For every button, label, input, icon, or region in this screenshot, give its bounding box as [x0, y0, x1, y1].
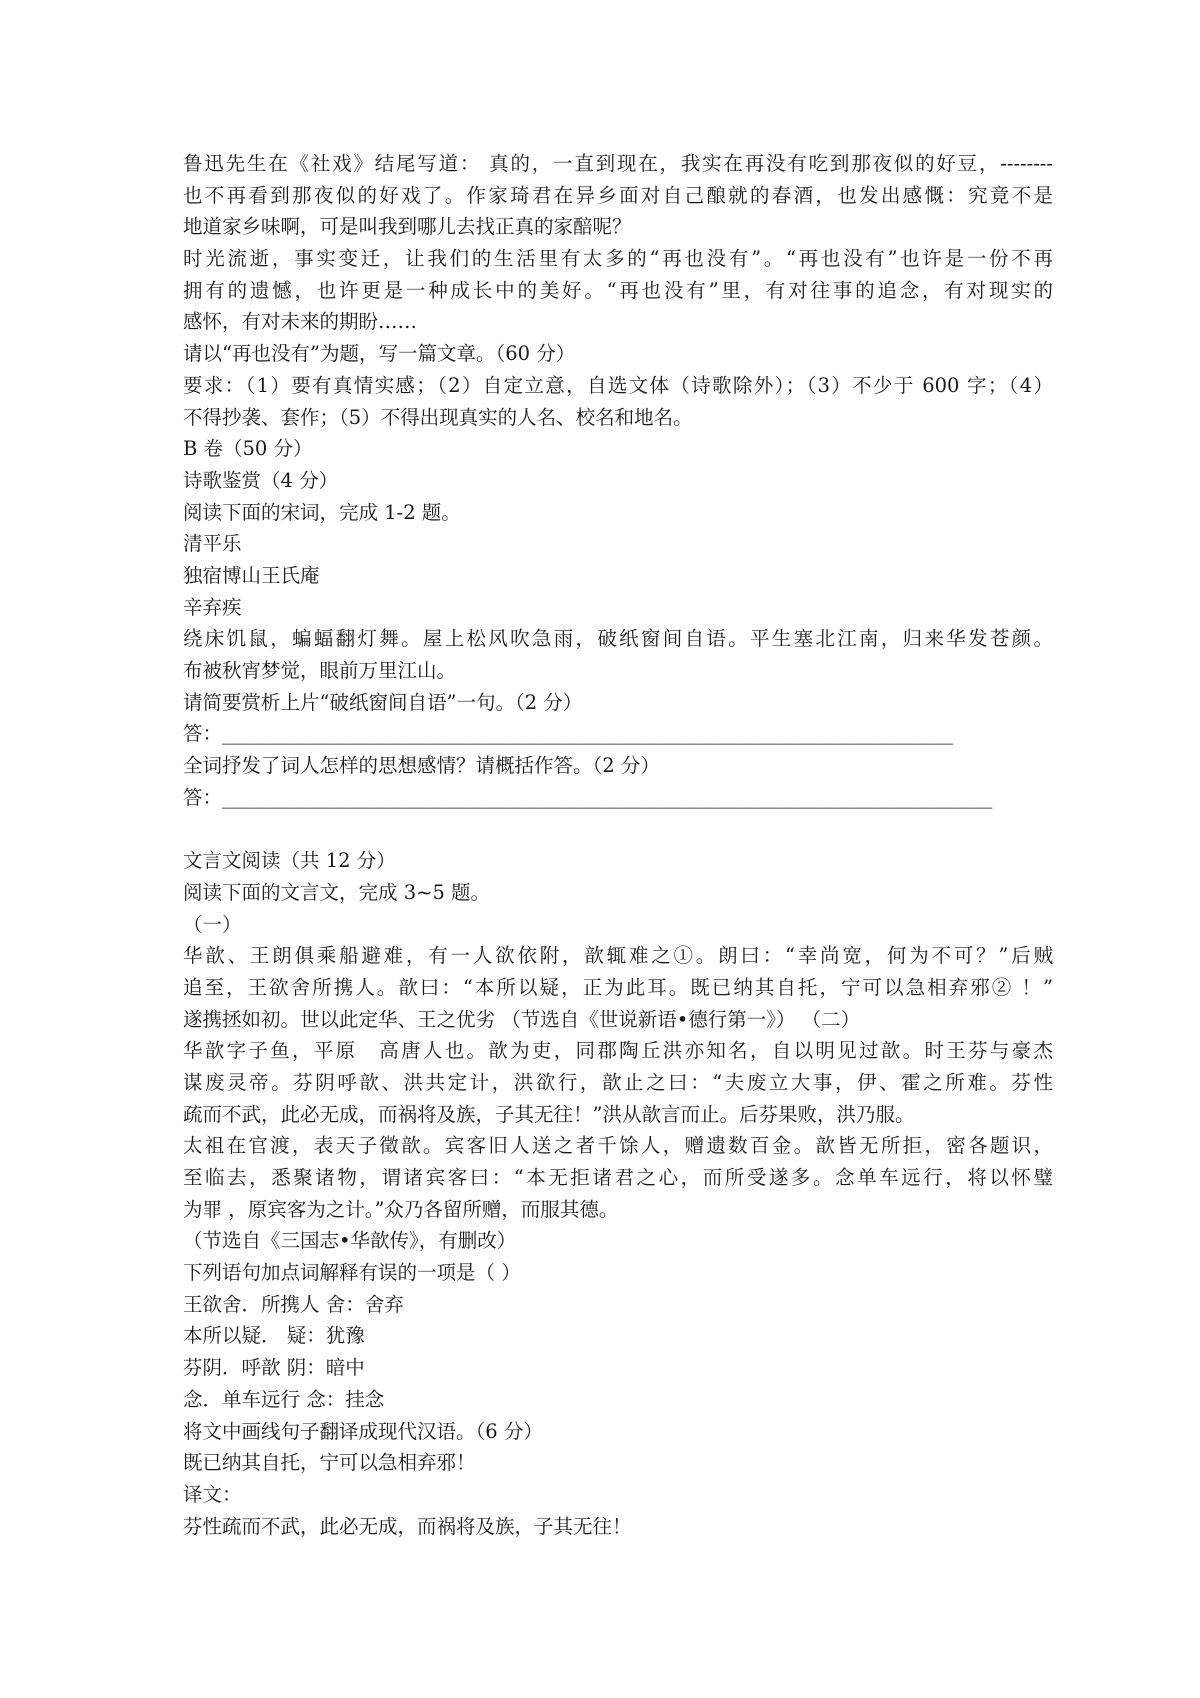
option-line: 本所以疑． 疑：犹豫: [183, 1324, 365, 1348]
text-line: 拥有的遗憾，也许更是一种成长中的美好。“再也没有”里，有对往事的追念，有对现实的: [183, 278, 1053, 302]
text-line: 太祖在官渡，表天子徵歆。宾客旧人送之者千馀人，赠遗数百金。歆皆无所拒，密各题识，: [183, 1134, 1053, 1158]
text-line: 芬性疏而不武，此必无成，而祸将及族，子其无往！: [183, 1514, 632, 1538]
text-line: 感怀，有对未来的期盼……: [183, 310, 418, 334]
text-line: 也不再看到那夜似的好戏了。作家琦君在异乡面对自己酿就的春酒，也发出感慨：究竟不是: [183, 183, 1053, 207]
answer-line: 答：___________________________________________________________________________: [183, 722, 954, 746]
option-line: 念．单车远行 念：挂念: [183, 1387, 385, 1411]
text-line: 要求：（1）要有真情实感；（2）自定立意，自选文体（诗歌除外）；（3）不少于 600 字；（4）: [183, 373, 1053, 397]
question-line: 下列语句加点词解释有误的一项是（ ）: [183, 1261, 521, 1285]
text-line: 既已纳其自托，宁可以急相弃邪！: [183, 1451, 476, 1475]
poem-author: 辛弃疾: [183, 595, 242, 619]
text-line: 时光流逝，事实变迁，让我们的生活里有太多的“再也没有”。“再也没有”也许是一份不再: [183, 247, 1053, 271]
text-line: 地道家乡味啊，可是叫我到哪儿去找正真的家醅呢？: [183, 215, 632, 239]
poem-subtitle: 独宿博山王氏庵: [183, 563, 320, 587]
option-line: 芬阴．呼歆 阴：暗中: [183, 1356, 365, 1380]
section-heading: B 卷（50 分）: [183, 437, 313, 461]
text-line: 华歆字子鱼，平原 高唐人也。歆为吏，同郡陶丘洪亦知名，自以明见过歆。时王芬与豪杰: [183, 1039, 1053, 1063]
text-line: 阅读下面的宋词，完成 1-2 题。: [183, 500, 461, 524]
text-line: （一）: [183, 912, 242, 936]
text-line: 谋废灵帝。芬阴呼歆、洪共定计，洪欲行，歆止之曰：“夫废立大事，伊、霍之所难。芬性: [183, 1070, 1053, 1094]
section-heading: 文言文阅读（共 12 分）: [183, 849, 396, 873]
question-line: 全词抒发了词人怎样的思想感情？请概括作答。（2 分）: [183, 754, 660, 778]
question-line: 请简要赏析上片“破纸窗间自语”一句。（2 分）: [183, 690, 583, 714]
text-line: 遂携拯如初。世以此定华、王之优劣 （节选自《世说新语•德行第一》） （二）: [183, 1007, 861, 1031]
text-line: 不得抄袭、套作；（5）不得出现真实的人名、校名和地名。: [183, 405, 693, 429]
section-heading: 诗歌鉴赏（4 分）: [183, 468, 339, 492]
option-line: 王欲舍．所携人 舍：舍弃: [183, 1292, 404, 1316]
text-line: 请以“再也没有”为题，写一篇文章。（60 分）: [183, 342, 576, 366]
text-line: 追至，王欲舍所携人。歆曰：“本所以疑，正为此耳。既已纳其自托，宁可以急相弃邪② ！”: [183, 975, 1053, 999]
poem-title: 清平乐: [183, 532, 242, 556]
document-body: [183, 148, 1053, 1542]
text-line: 华歆、王朗俱乘船避难，有一人欲依附，歆辄难之①。朗曰：“幸尚宽，何为不可？”后贼: [183, 944, 1053, 968]
poem-text: 绕床饥鼠，蝙蝠翻灯舞。屋上松风吹急雨，破纸窗间自语。平生塞北江南，归来华发苍颜。: [183, 627, 1053, 651]
text-line: 疏而不武，此必无成，而祸将及族，子其无往！”洪从歆言而止。后芬果败，洪乃服。: [183, 1102, 915, 1126]
question-line: 将文中画线句子翻译成现代汉语。（6 分）: [183, 1419, 543, 1443]
answer-line: 答：_______________________________________________________________________________: [183, 785, 993, 809]
text-line: 至临去，悉聚诸物，谓诸宾客曰：“本无拒诸君之心，而所受遂多。念单车远行，将以怀璧: [183, 1166, 1053, 1189]
poem-text: 布被秋宵梦觉，眼前万里江山。: [183, 659, 457, 682]
text-line: 鲁迅先生在《社戏》结尾写道： 真的，一直到现在，我实在再没有吃到那夜似的好豆，--------: [183, 152, 1053, 175]
text-line: 为罪 ，原宾客为之计。”众乃各留所赠，而服其德。: [183, 1197, 619, 1221]
text-line: （节选自《三国志•华歆传》，有删改）: [183, 1229, 517, 1253]
text-line: 译文：: [183, 1482, 242, 1506]
blank-line: [183, 813, 1053, 845]
text-line: 阅读下面的文言文，完成 3~5 题。: [183, 880, 491, 904]
